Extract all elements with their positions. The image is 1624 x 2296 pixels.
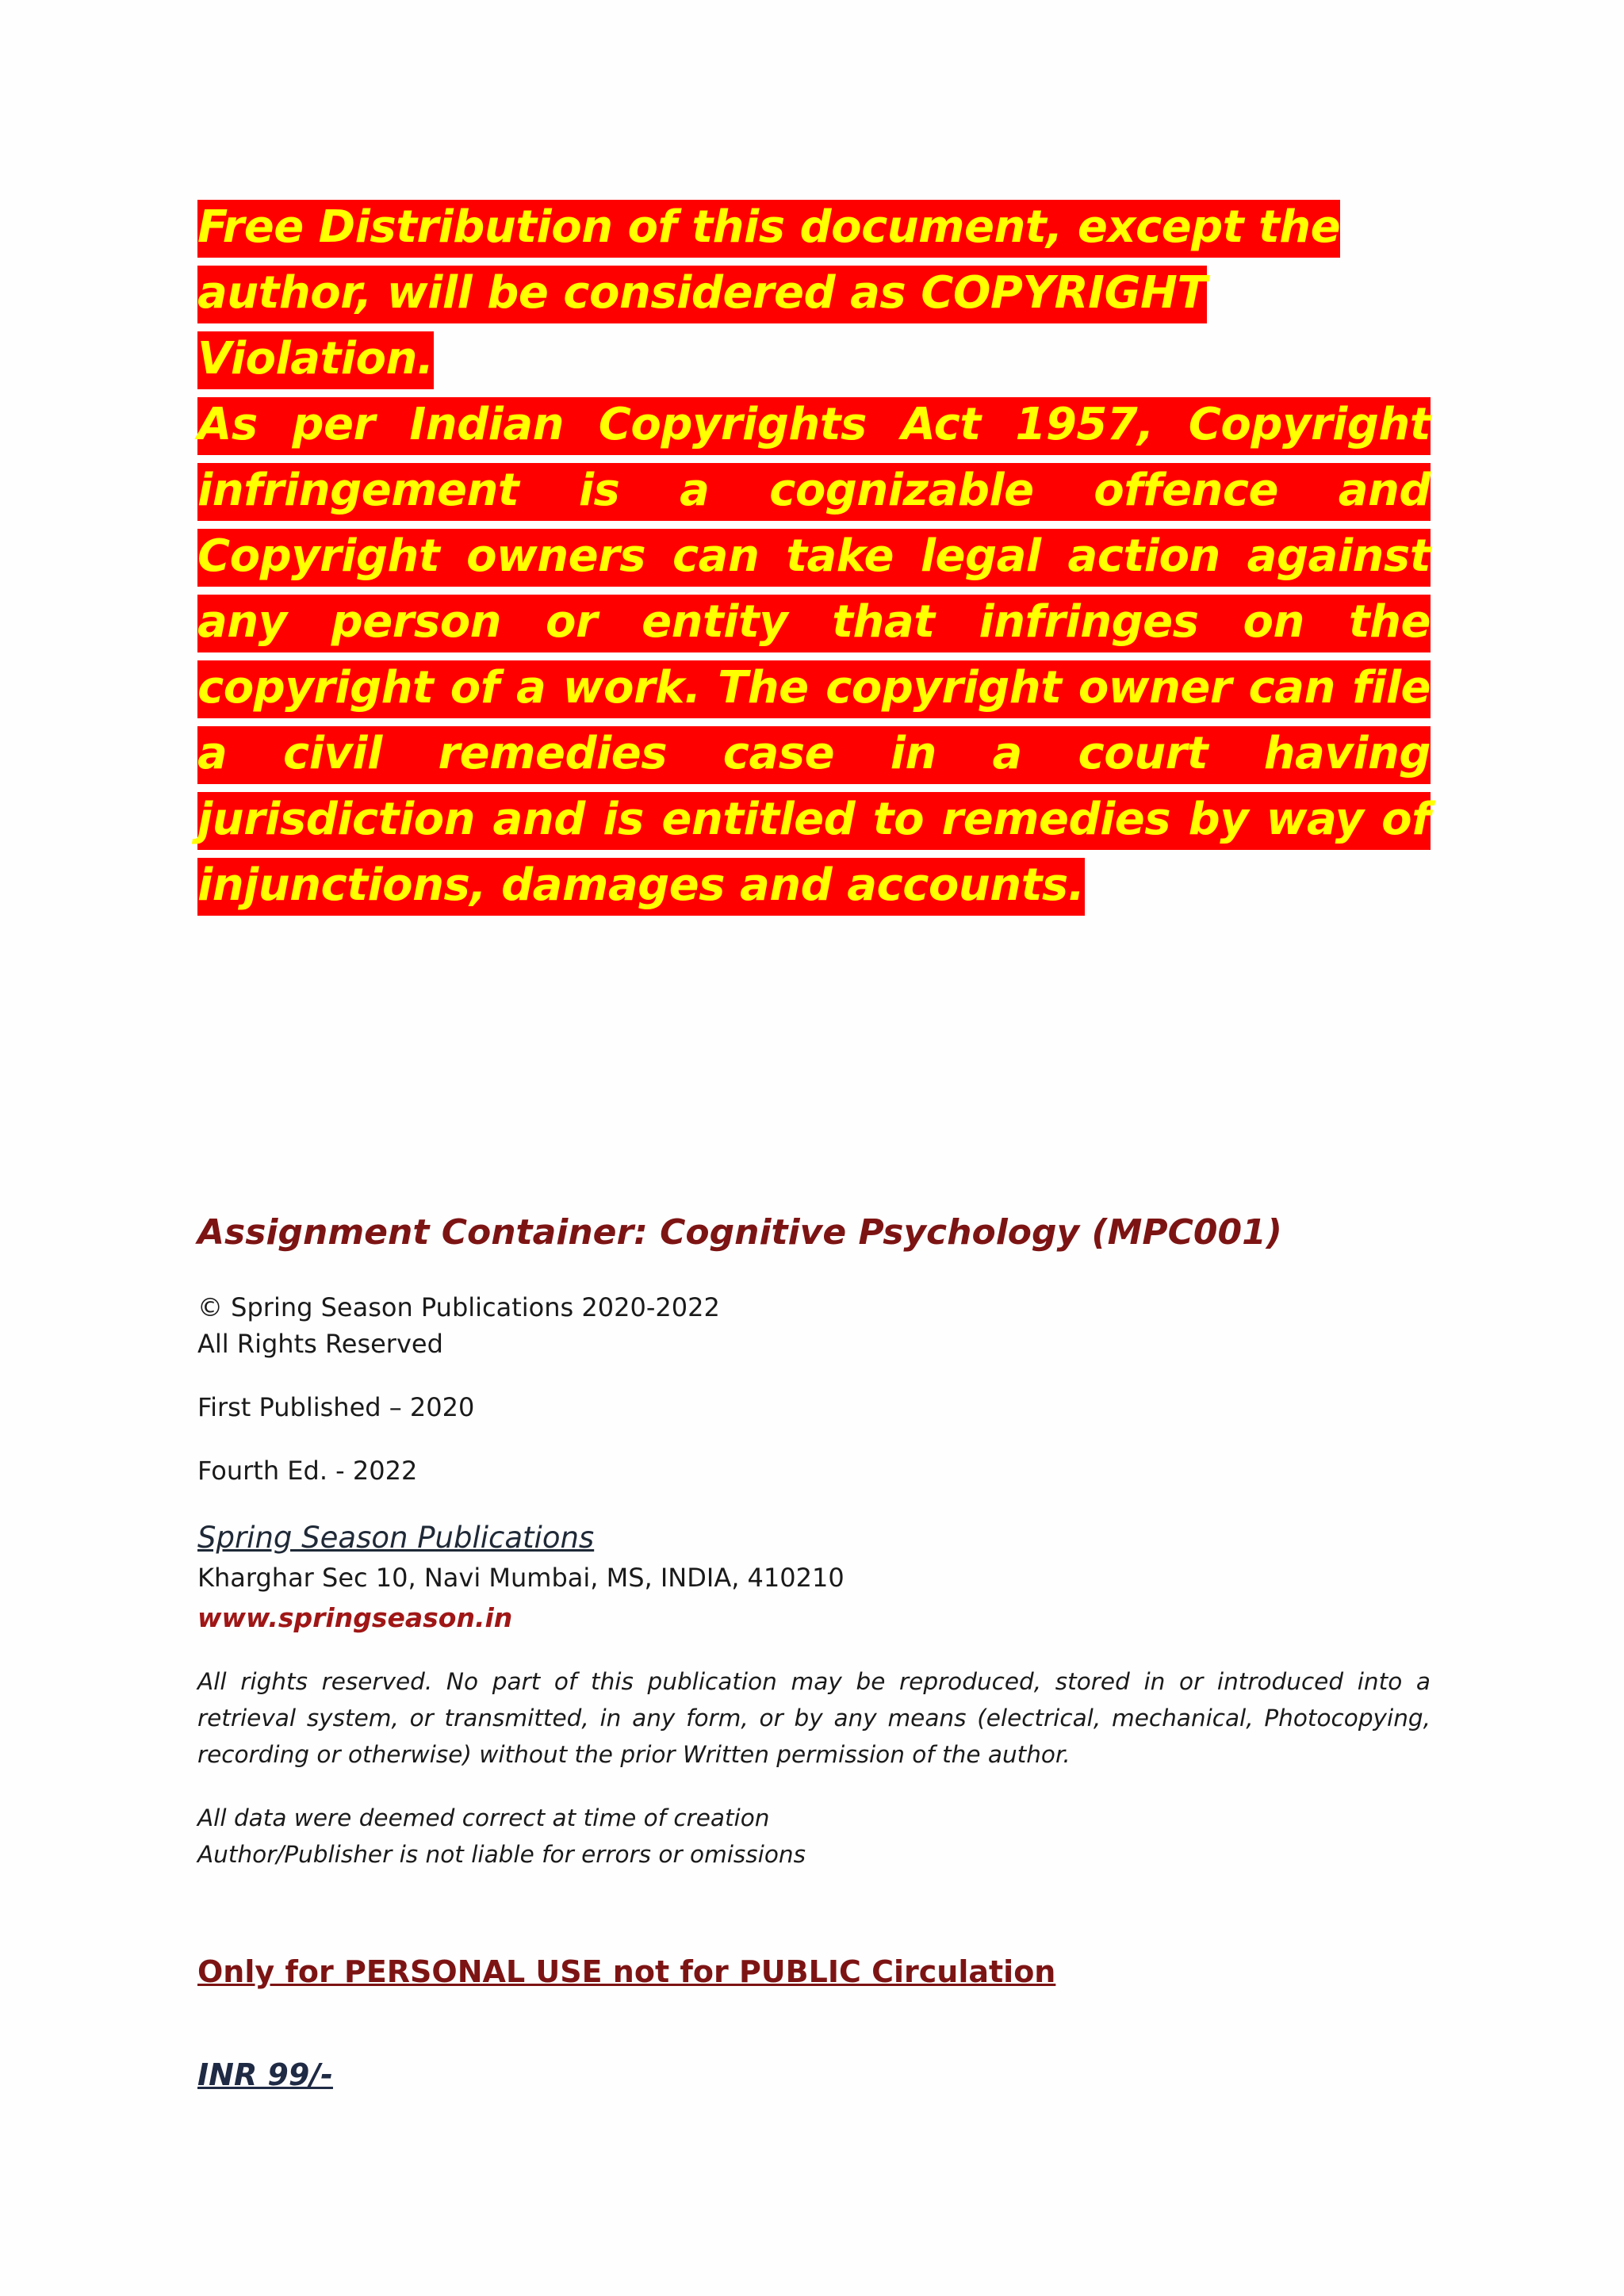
copyright-act-text: As per Indian Copyrights Act 1957, Copyright infringement is a cognizable offence and Copyright owners can take legal action against any person or entity that infringes on the copyright of a work. The copyright owner can file a civil remedies case in a court having jurisdiction and is entitled to remedies by way of injunctions, damages and accounts. [197,397,1431,916]
first-published: First Published – 2020 [197,1392,475,1422]
price-label: INR 99/- [197,2057,333,2092]
rights-reserved-line: All Rights Reserved [197,1329,443,1359]
publisher-address: Kharghar Sec 10, Navi Mumbai, MS, INDIA, 410210 [197,1563,845,1593]
edition: Fourth Ed. - 2022 [197,1456,418,1486]
data-disclaimer [197,1800,1431,1873]
website-link[interactable]: www.springseason.in [197,1602,513,1633]
copyright-block [197,1289,1431,1362]
data-note-line-2: Author/Publisher is not liable for errors or omissions [197,1841,806,1868]
data-note-line-1: All data were deemed correct at time of creation [197,1804,770,1831]
copyright-act-warning [197,392,1431,918]
distribution-warning [197,194,1431,392]
assignment-title: Assignment Container: Cognitive Psychology (MPC001) [197,1212,1282,1253]
publisher-name: Spring Season Publications [197,1521,595,1555]
distribution-warning-text: Free Distribution of this document, except the author, will be considered as COPYRIGHT Violation. [197,200,1340,389]
rights-statement: All rights reserved. No part of this publication may be reproduced, stored in or introduced into a retrieval system, or transmitted, in any form, or by any means (electrical, mechanical, Photocopying, recording or otherwise) without the prior Written permission of the author. [197,1668,1431,1768]
copyright-line: © Spring Season Publications 2020-2022 [197,1292,720,1322]
personal-use-notice: Only for PERSONAL USE not for PUBLIC Circulation [197,1954,1056,1989]
